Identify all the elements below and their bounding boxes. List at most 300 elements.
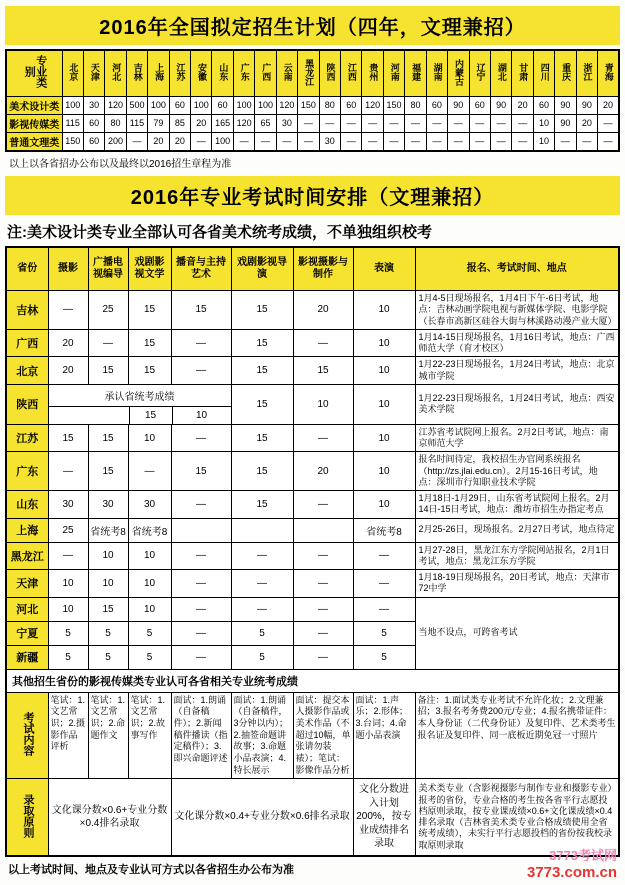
plan-corner-text: 专业类别 xyxy=(23,55,47,89)
plan-header-row xyxy=(6,50,619,96)
province-header-text: 山东 xyxy=(218,63,229,82)
plan-value: — xyxy=(362,114,383,132)
province-label: 江苏 xyxy=(6,424,48,452)
plan-value: 30 xyxy=(83,96,104,114)
exam-value: 5 xyxy=(231,621,293,645)
plan-value: 90 xyxy=(555,114,576,132)
exam-row xyxy=(6,542,619,570)
province-header xyxy=(448,50,469,96)
province-header-text: 浙江 xyxy=(582,63,593,82)
exam-value xyxy=(171,518,231,542)
exam-value: — xyxy=(171,645,231,669)
province-header xyxy=(298,50,319,96)
province-header-text: 重庆 xyxy=(561,63,572,82)
plan-corner-label xyxy=(6,50,62,96)
admission-label xyxy=(6,779,48,856)
exam-row xyxy=(6,329,619,357)
span-statement: 承认省统考成绩 xyxy=(49,385,231,407)
plan-value: — xyxy=(448,114,469,132)
exam-value: — xyxy=(353,597,415,621)
province-header xyxy=(362,50,383,96)
plan-value: 115 xyxy=(62,114,83,132)
exam-value: 25 xyxy=(48,518,88,542)
province-header xyxy=(212,50,233,96)
plan-value: 20 xyxy=(191,114,212,132)
province-label: 黑龙江 xyxy=(6,542,48,570)
exam-value: 5 xyxy=(48,645,88,669)
plan-value: 20 xyxy=(598,96,619,114)
exam-info: 1月27-28日，黑龙江东方学院网站报名，2月1日考试，地点：黑龙江东方学院 xyxy=(415,542,619,570)
exam-schedule-table xyxy=(5,246,620,857)
exam-value: 10 xyxy=(128,570,171,598)
plan-value: 10 xyxy=(533,114,554,132)
exam-value: 15 xyxy=(231,491,293,519)
exam-value: — xyxy=(293,597,353,621)
content-hosting: 面试：1.朗诵（自备稿件）；2.新闻稿件播读（指定稿件）；3.即兴命题评述 xyxy=(171,692,231,779)
exam-value: — xyxy=(293,491,353,519)
exam-value: — xyxy=(88,329,128,357)
exam-value: — xyxy=(171,329,231,357)
plan-value: — xyxy=(490,132,511,151)
plan-value: 60 xyxy=(533,96,554,114)
exam-value: 5 xyxy=(128,645,171,669)
plan-value: — xyxy=(405,132,426,151)
exam-header-row xyxy=(6,247,619,291)
plan-value: — xyxy=(276,132,297,151)
plan-value: — xyxy=(255,132,276,151)
exam-row xyxy=(6,424,619,452)
exam-value: 5 xyxy=(353,645,415,669)
province-header-text: 河北 xyxy=(111,63,122,82)
plan-value: — xyxy=(298,132,319,151)
exam-value: — xyxy=(171,570,231,598)
exam-info: 江苏省考试院网上报名。2月2日考试，地点：南京师范大学 xyxy=(415,424,619,452)
exam-row xyxy=(6,597,619,621)
exam-value: 20 xyxy=(48,329,88,357)
plan-value: 30 xyxy=(319,132,340,151)
exam-info: 报名时间待定，我校招生办官网系统报名（http://zs.jlai.edu.cn）。2月15-16日考试，地点：深圳市行知职业技术学院 xyxy=(415,452,619,491)
exam-value: — xyxy=(293,621,353,645)
province-header xyxy=(555,50,576,96)
province-header-text: 辽宁 xyxy=(475,63,486,82)
plan-value: 120 xyxy=(105,96,126,114)
content-performance: 面试：1.声乐；2.形体；3.台词；4.命题小品表演 xyxy=(353,692,415,779)
plan-value: — xyxy=(469,114,490,132)
exam-content-label-text: 考试内容 xyxy=(22,711,35,756)
plan-value: — xyxy=(598,132,619,151)
exam-value: 10 xyxy=(353,329,415,357)
province-header xyxy=(191,50,212,96)
exam-note: 注:美术设计类专业全部认可各省美术统考成绩，不单独组织校考 xyxy=(7,223,432,241)
province-header-text: 天津 xyxy=(89,63,100,82)
exam-value: 10 xyxy=(88,542,128,570)
province-header xyxy=(255,50,276,96)
exam-value: — xyxy=(293,570,353,598)
exam-value: 10 xyxy=(293,384,353,424)
exam-value: 10 xyxy=(353,357,415,385)
exam-value: — xyxy=(128,452,171,491)
exam-col-header: 摄影 xyxy=(48,247,88,291)
exam-value: — xyxy=(171,357,231,385)
plan-value: 60 xyxy=(83,132,104,151)
province-header xyxy=(598,50,619,96)
exam-row xyxy=(6,384,619,424)
plan-value: — xyxy=(448,132,469,151)
exam-col-header: 表演 xyxy=(353,247,415,291)
province-header-text: 广东 xyxy=(239,63,250,82)
plan-value: — xyxy=(362,132,383,151)
plan-value: — xyxy=(598,114,619,132)
exam-value: — xyxy=(171,621,231,645)
exam-value xyxy=(293,518,353,542)
exam-col-header: 报名、考试时间、地点 xyxy=(415,247,619,291)
exam-value: — xyxy=(293,542,353,570)
span-blank xyxy=(49,407,129,424)
watermark-site-url: 3773.com.cn xyxy=(526,863,617,881)
province-header-text: 吉林 xyxy=(132,63,143,82)
exam-value: — xyxy=(231,597,293,621)
province-span-cell xyxy=(48,384,231,424)
exam-value: 15 xyxy=(88,452,128,491)
plan-value: 90 xyxy=(576,96,597,114)
province-header xyxy=(319,50,340,96)
plan-value: — xyxy=(319,114,340,132)
province-header-text: 河南 xyxy=(389,63,400,82)
province-header xyxy=(383,50,404,96)
plan-value: 60 xyxy=(83,114,104,132)
exam-value: 15 xyxy=(128,291,171,330)
exam-value: 15 xyxy=(231,424,293,452)
province-header-text: 内蒙古 xyxy=(454,58,465,86)
other-provinces-note: 其他招生省份的影视传媒类专业认可各省相关专业统考成绩 xyxy=(6,669,619,692)
content-production: 面试：提交本人摄影作品或美术作品（不超过10幅，单张请勿装裱）；笔试：影像作品分析 xyxy=(293,692,353,779)
exam-value: 10 xyxy=(353,452,415,491)
plan-value: 100 xyxy=(255,96,276,114)
plan-value: 65 xyxy=(255,114,276,132)
exam-value: 15 xyxy=(231,452,293,491)
province-header xyxy=(83,50,104,96)
exam-value: 10 xyxy=(353,424,415,452)
province-label: 广西 xyxy=(6,329,48,357)
plan-value: 10 xyxy=(533,132,554,151)
exam-col-header: 影视摄影与制作 xyxy=(293,247,353,291)
plan-title: 2016年全国拟定招生计划（四年，文理兼招） xyxy=(5,6,620,45)
exam-value: 15 xyxy=(88,597,128,621)
province-header xyxy=(105,50,126,96)
exam-value: — xyxy=(171,542,231,570)
plan-value: 100 xyxy=(191,96,212,114)
exam-value: 5 xyxy=(48,621,88,645)
exam-row xyxy=(6,357,619,385)
plan-value: — xyxy=(555,132,576,151)
plan-value: — xyxy=(426,132,447,151)
plan-value: 165 xyxy=(212,114,233,132)
province-label: 陕西 xyxy=(6,384,48,424)
plan-value: 85 xyxy=(169,114,190,132)
plan-value: — xyxy=(233,132,254,151)
province-header xyxy=(233,50,254,96)
province-label: 新疆 xyxy=(6,645,48,669)
plan-value: 120 xyxy=(233,114,254,132)
content-remark: 备注：1.面试类专业考试不允许化妆；2.文理兼招；3.报名考务费200元/专业；4.报名携带证件：本人身份证（二代身份证）及复印件、艺术类考生报名证及复印件、同一底板近期免冠一寸照片 xyxy=(415,692,619,779)
plan-value: 60 xyxy=(340,96,361,114)
span-sub-values xyxy=(49,407,231,424)
province-header xyxy=(169,50,190,96)
province-header-text: 北京 xyxy=(68,63,79,82)
plan-value: 30 xyxy=(276,114,297,132)
exam-value: — xyxy=(231,542,293,570)
province-header xyxy=(148,50,169,96)
exam-info: 1月4-5日现场报名，1月4日下午-6日考试，地点：吉林动画学院电视与新媒体学院、电影学院（长春市高新区硅谷大街与林溪路动漫产业大厦） xyxy=(415,291,619,330)
plan-value: 115 xyxy=(126,114,147,132)
plan-value: 120 xyxy=(276,96,297,114)
province-header-text: 上海 xyxy=(154,63,165,82)
exam-value: 10 xyxy=(353,491,415,519)
exam-value: 15 xyxy=(128,357,171,385)
content-directing: 面试：1.朗诵（自备稿件，3分钟以内）；2.抽签命题讲故事；3.命题小品表演；4.特长展示 xyxy=(231,692,293,779)
exam-value: 10 xyxy=(88,570,128,598)
plan-value: 60 xyxy=(212,96,233,114)
plan-value: 20 xyxy=(148,132,169,151)
exam-value: 15 xyxy=(129,407,172,424)
exam-value: — xyxy=(171,491,231,519)
exam-row xyxy=(6,570,619,598)
plan-value: 150 xyxy=(62,132,83,151)
province-header-text: 贵州 xyxy=(368,63,379,82)
exam-value: 省统考8 xyxy=(353,518,415,542)
exam-value: 20 xyxy=(48,357,88,385)
admission-remark: 美术类专业（含影视摄影与制作专业和摄影专业）报考的省份，专业合格的考生按各省平行志愿投档原则录取，按专业课成绩×0.6+文化课成绩×0.4排名录取（吉林省美术类专业合格成绩使用全省统考成绩），未实行平行志愿投档的省份按我校录取原则录取 xyxy=(415,779,619,856)
plan-value: 60 xyxy=(426,96,447,114)
exam-value xyxy=(231,518,293,542)
exam-value: 10 xyxy=(353,291,415,330)
exam-value: — xyxy=(48,542,88,570)
exam-value: 10 xyxy=(353,384,415,424)
exam-value: 20 xyxy=(293,291,353,330)
exam-col-header: 戏剧影视文学 xyxy=(128,247,171,291)
exam-value: 省统考8 xyxy=(88,518,128,542)
exam-content-label xyxy=(6,692,48,779)
province-header xyxy=(490,50,511,96)
plan-value: 20 xyxy=(169,132,190,151)
province-header-text: 湖南 xyxy=(432,63,443,82)
bottom-note: 以上考试时间、地点及专业认可方式以各省招生办公布为准 xyxy=(8,863,294,876)
exam-value: — xyxy=(48,452,88,491)
exam-value: 15 xyxy=(88,357,128,385)
plan-value: 100 xyxy=(62,96,83,114)
exam-value: 5 xyxy=(231,645,293,669)
content-broadcast: 笔试：1.文艺常识；2.命题作文 xyxy=(88,692,128,779)
category-label: 普通文理类 xyxy=(6,132,62,151)
plan-value: — xyxy=(191,132,212,151)
plan-value: 150 xyxy=(383,96,404,114)
province-header xyxy=(533,50,554,96)
province-header-text: 福建 xyxy=(411,63,422,82)
exam-value: 30 xyxy=(128,491,171,519)
admission-rule-written: 文化课分数×0.6+专业分数×0.4排名录取 xyxy=(48,779,171,856)
exam-row xyxy=(6,291,619,330)
province-header-text: 黑龙江 xyxy=(304,58,315,86)
plan-value: — xyxy=(383,132,404,151)
exam-value: 15 xyxy=(171,291,231,330)
exam-value: 15 xyxy=(171,452,231,491)
plan-value: — xyxy=(340,132,361,151)
admission-row xyxy=(6,779,619,856)
province-label: 北京 xyxy=(6,357,48,385)
exam-value: — xyxy=(353,570,415,598)
plan-value: 90 xyxy=(490,96,511,114)
admission-rule-interview: 文化课分数×0.4+专业分数×0.6排名录取 xyxy=(171,779,353,856)
content-photography: 笔试：1.文艺常识；2.摄影作品评析 xyxy=(48,692,88,779)
plan-value: 500 xyxy=(126,96,147,114)
plan-value: — xyxy=(405,114,426,132)
exam-value: 5 xyxy=(88,645,128,669)
province-header-text: 青海 xyxy=(603,63,614,82)
exam-value: — xyxy=(171,597,231,621)
exam-value: — xyxy=(293,329,353,357)
exam-value: 15 xyxy=(231,357,293,385)
plan-value: 100 xyxy=(212,132,233,151)
plan-value: — xyxy=(512,114,533,132)
plan-note: 以上以各省招办公布以及最终以2016招生章程为准 xyxy=(9,158,232,170)
province-header-text: 四川 xyxy=(539,63,550,82)
exam-value: 5 xyxy=(88,621,128,645)
exam-value: 15 xyxy=(88,424,128,452)
category-label: 美术设计类 xyxy=(6,96,62,114)
plan-value: 200 xyxy=(105,132,126,151)
exam-info: 2月25-26日，现场报名。2月27日考试，地点待定 xyxy=(415,518,619,542)
plan-value: — xyxy=(383,114,404,132)
watermark-site-name: 3773考试网 xyxy=(549,847,617,863)
exam-col-header: 广播电视编导 xyxy=(88,247,128,291)
plan-value: 90 xyxy=(555,96,576,114)
plan-value: — xyxy=(126,132,147,151)
province-label: 上海 xyxy=(6,518,48,542)
exam-col-header: 戏剧影视导演 xyxy=(231,247,293,291)
exam-value: 10 xyxy=(128,542,171,570)
exam-value: 10 xyxy=(48,570,88,598)
province-header-text: 陕西 xyxy=(325,63,336,82)
exam-row xyxy=(6,518,619,542)
province-label: 宁夏 xyxy=(6,621,48,645)
exam-value: 25 xyxy=(88,291,128,330)
plan-value: 20 xyxy=(576,114,597,132)
plan-value: 60 xyxy=(169,96,190,114)
province-header-text: 江西 xyxy=(346,63,357,82)
exam-value: — xyxy=(353,542,415,570)
province-header xyxy=(512,50,533,96)
exam-value: — xyxy=(48,291,88,330)
admission-rule-performance: 文化分数进入计划200%，按专业成绩排名录取 xyxy=(353,779,415,856)
plan-value: — xyxy=(490,114,511,132)
exam-info: 1月22-23日现场报名，1月24日考试，地点：西安美术学院 xyxy=(415,384,619,424)
province-header-text: 云南 xyxy=(282,63,293,82)
exam-value: 10 xyxy=(172,407,231,424)
province-header-text: 广西 xyxy=(261,63,272,82)
exam-value: — xyxy=(231,570,293,598)
province-header xyxy=(126,50,147,96)
exam-info: 1月14-15日现场报名，1月16日考试，地点：广西师范大学（育才校区） xyxy=(415,329,619,357)
exam-value: 15 xyxy=(231,291,293,330)
exam-info: 当地不设点，可跨省考试 xyxy=(415,597,619,669)
province-label: 天津 xyxy=(6,570,48,598)
exam-info: 1月18-19日现场报名，20日考试，地点：天津市72中学 xyxy=(415,570,619,598)
exam-value: 15 xyxy=(48,424,88,452)
exam-value: 5 xyxy=(128,621,171,645)
plan-value: 100 xyxy=(233,96,254,114)
exam-value: 15 xyxy=(293,357,353,385)
exam-value: 10 xyxy=(128,424,171,452)
province-header-text: 湖北 xyxy=(496,63,507,82)
exam-value: 5 xyxy=(353,621,415,645)
plan-value: 79 xyxy=(148,114,169,132)
exam-value: 15 xyxy=(231,329,293,357)
province-header xyxy=(576,50,597,96)
content-drama-literature: 笔试：1.文艺常识；2.故事写作 xyxy=(128,692,171,779)
exam-value: 30 xyxy=(48,491,88,519)
enrollment-plan-table xyxy=(5,49,620,152)
plan-value: 120 xyxy=(362,96,383,114)
exam-row xyxy=(6,491,619,519)
exam-value: 20 xyxy=(293,452,353,491)
province-header xyxy=(426,50,447,96)
plan-row xyxy=(6,114,619,132)
exam-content-row xyxy=(6,692,619,779)
exam-value: 省统考8 xyxy=(128,518,171,542)
plan-value: — xyxy=(340,114,361,132)
plan-value: — xyxy=(298,114,319,132)
category-label: 影视传媒类 xyxy=(6,114,62,132)
province-header xyxy=(469,50,490,96)
province-label: 广东 xyxy=(6,452,48,491)
exam-col-header: 播音与主持艺术 xyxy=(171,247,231,291)
plan-value: 80 xyxy=(319,96,340,114)
exam-row xyxy=(6,452,619,491)
plan-value: 60 xyxy=(469,96,490,114)
exam-value: — xyxy=(293,424,353,452)
exam-col-header: 省份 xyxy=(6,247,48,291)
exam-value: 30 xyxy=(88,491,128,519)
plan-value: 100 xyxy=(148,96,169,114)
plan-value: — xyxy=(576,132,597,151)
plan-value: — xyxy=(512,132,533,151)
exam-info: 1月18日-1月29日，山东省考试院网上报名。2月14日-15日考试，地点：潍坊市招生办指定考点 xyxy=(415,491,619,519)
province-label: 吉林 xyxy=(6,291,48,330)
other-provinces-row xyxy=(6,669,619,692)
province-header xyxy=(340,50,361,96)
exam-value: 10 xyxy=(128,597,171,621)
province-header-text: 江苏 xyxy=(175,63,186,82)
admission-label-text: 录取原则 xyxy=(22,793,35,838)
plan-value: 20 xyxy=(512,96,533,114)
exam-value: — xyxy=(171,424,231,452)
province-label: 山东 xyxy=(6,491,48,519)
exam-value: 10 xyxy=(48,597,88,621)
province-header xyxy=(405,50,426,96)
province-header xyxy=(276,50,297,96)
plan-value: 90 xyxy=(448,96,469,114)
plan-value: 150 xyxy=(298,96,319,114)
plan-value: — xyxy=(469,132,490,151)
province-label: 河北 xyxy=(6,597,48,621)
exam-value: 15 xyxy=(231,384,293,424)
exam-info: 1月22-23日现场报名，1月24日考试，地点：北京城市学院 xyxy=(415,357,619,385)
province-header-text: 甘肃 xyxy=(518,63,529,82)
plan-value: 80 xyxy=(405,96,426,114)
plan-value: 80 xyxy=(105,114,126,132)
exam-title: 2016年专业考试时间安排（文理兼招） xyxy=(5,176,620,215)
plan-row xyxy=(6,96,619,114)
